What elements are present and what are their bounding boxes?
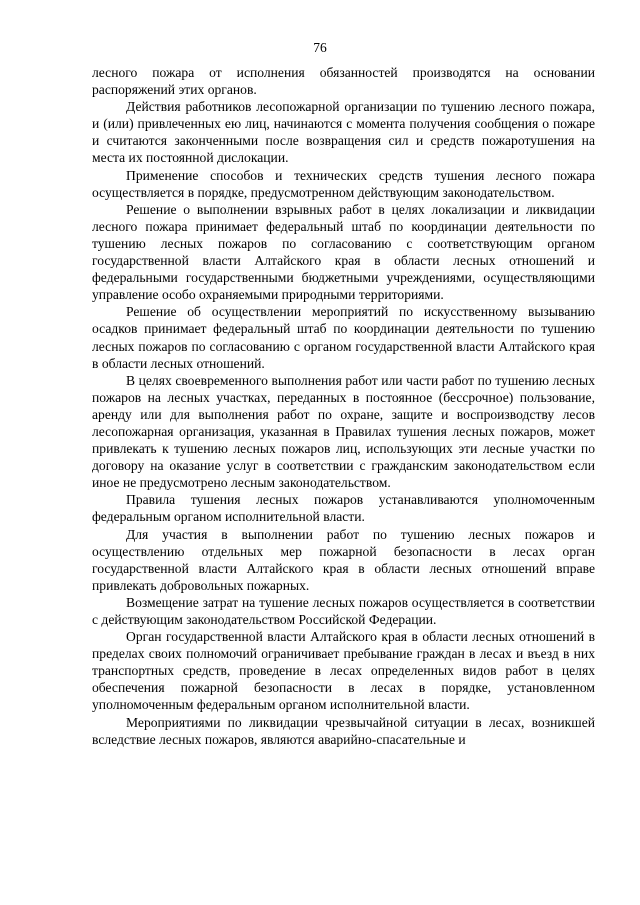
paragraph-access-restriction: Орган государственной власти Алтайского края в области лесных отношений в пределах своих полномочий ограничивает пребывание граждан в лесах и въезд в них транспортных средств, проведение в лесах определенных видов работ в целях обеспечения пожарной безопасности в лесах в порядке, установленном уполномоченным федеральным органом исполнительной власти. bbox=[92, 629, 595, 713]
paragraph-cost-reimbursement: Возмещение затрат на тушение лесных пожаров осуществляется в соответствии с действующим законодательством Российской Федерации. bbox=[92, 594, 595, 627]
paragraph-continued: лесного пожара от исполнения обязанностей производятся на основании распоряжений этих органов. bbox=[92, 65, 595, 98]
paragraph-emergency-measures: Мероприятиями по ликвидации чрезвычайной ситуации в лесах, возникшей вследствие лесных пожаров, являются аварийно-спасательные и bbox=[92, 714, 595, 747]
document-body bbox=[92, 64, 595, 748]
paragraph-artificial-precipitation: Решение об осуществлении мероприятий по искусственному вызыванию осадков принимает федеральный штаб по координации деятельности по тушению лесных пожаров по согласованию с органом государственной власти Алтайского края в области лесных отношений. bbox=[92, 304, 595, 371]
paragraph-timely-works: В целях своевременного выполнения работ или части работ по тушению лесных пожаров на лесных участках, переданных в постоянное (бессрочное) пользование, аренду или для выполнения работ по охране, защите и воспроизводству лесов лесопожарная организация, указанная в Правилах тушения лесных пожаров, может привлекать к тушению лесных пожаров лиц, использующих эти лесные участки по договору на оказание услуг в соответствии с гражданским законодательством если иное не предусмотрено лесным законодательством. bbox=[92, 372, 595, 491]
paragraph-blasting-works: Решение о выполнении взрывных работ в целях локализации и ликвидации лесного пожара принимает федеральный штаб по координации деятельности по тушению лесных пожаров по согласованию с соответствующим органом государственной власти Алтайского края в области лесных отношений и федеральными государственными бюджетными учреждениями, осуществляющими управление особо охраняемыми природными территориями. bbox=[92, 201, 595, 303]
page-number: 76 bbox=[313, 40, 327, 55]
paragraph-fire-rules: Правила тушения лесных пожаров устанавливаются уполномоченным федеральным органом исполнительной власти. bbox=[92, 492, 595, 525]
paragraph-methods-and-means: Применение способов и технических средств тушения лесного пожара осуществляется в порядке, предусмотренном действующим законодательством. bbox=[92, 167, 595, 200]
paragraph-volunteer-firefighters: Для участия в выполнении работ по тушению лесных пожаров и осуществлению отдельных мер пожарной безопасности в лесах орган государственной власти Алтайского края в области лесных отношений вправе привлекать добровольных пожарных. bbox=[92, 526, 595, 593]
paragraph-fire-suppression-actions: Действия работников лесопожарной организации по тушению лесного пожара, и (или) привлеченных ею лиц, начинаются с момента получения сообщения о пожаре и считаются законченными после возвращения сил и средств пожаротушения на места их постоянной дислокации. bbox=[92, 99, 595, 166]
